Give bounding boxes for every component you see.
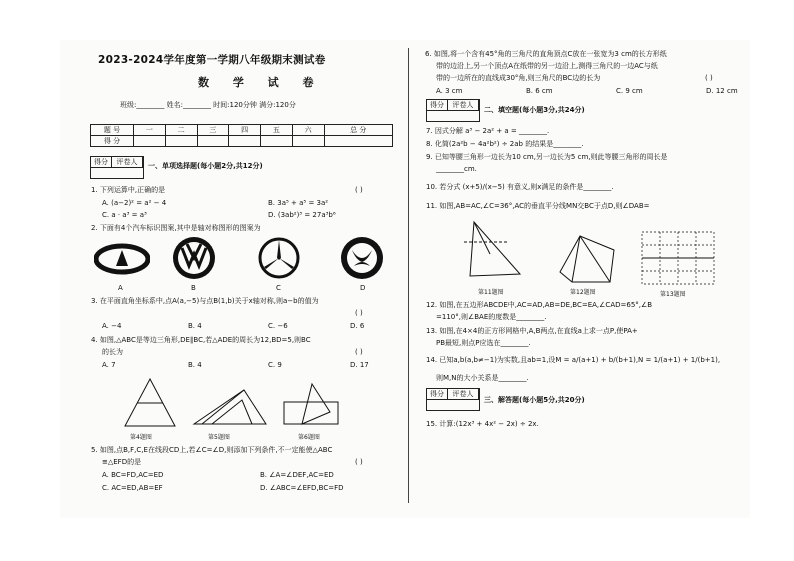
- score-cell: 五: [261, 125, 293, 136]
- figure-caption-4: 第4题图: [130, 434, 152, 441]
- q3-text: 3. 在平面直角坐标系中,点A(a,−5)与点B(1,b)关于x轴对称,则a−b的值为: [91, 297, 319, 305]
- q5-option-c: C. AC=ED,AB=EF: [102, 484, 163, 492]
- grader-box-1: [90, 156, 144, 179]
- figure-q13-grid: [640, 230, 716, 288]
- column-divider: [408, 48, 409, 503]
- student-info-line: 班级:________ 姓名:________ 时间:120分钟 满分:120分: [120, 101, 296, 109]
- q11-text: 11. 如图,AB=AC,∠C=36°,AC的垂直平分线MN交BC于点D,则∠DAB=: [426, 202, 650, 210]
- q6-option-d: D. 12 cm: [706, 87, 738, 95]
- exam-subtitle: 数 学 试 卷: [198, 76, 324, 89]
- score-cell: 六: [292, 125, 324, 136]
- q5-option-a: A. BC=FD,AC=ED: [102, 471, 164, 479]
- q6-option-a: A. 3 cm: [436, 87, 463, 95]
- grader-box-2: [426, 99, 480, 122]
- score-input-cell[interactable]: [261, 136, 293, 147]
- q2-label-b: B: [191, 284, 196, 292]
- q2-label-a: A: [118, 284, 123, 292]
- q14-text: 14. 已知a,b(a,b≠−1)为实数,且ab=1,设M = a/(a+1) + b/(b+1),N = 1/(a+1) + 1/(b+1),: [426, 356, 721, 364]
- score-cell: 总 分: [324, 125, 393, 136]
- q13-text: 13. 如图,在4×4的正方形网格中,A,B两点,在直线a上求一点P,使PA+: [426, 327, 638, 335]
- figure-q6-ruler: [282, 382, 340, 428]
- grader-label: 得分: [427, 100, 448, 110]
- grader-label: 评卷人: [448, 100, 479, 110]
- q4-option-c: C. 9: [268, 361, 282, 369]
- car-logo-a-icon: [94, 240, 150, 276]
- score-input-cell[interactable]: [165, 136, 197, 147]
- q5-option-d: D. ∠ABC=∠EFD,BC=FD: [260, 484, 344, 492]
- q14-text-cont: 则M,N的大小关系是________.: [436, 374, 529, 382]
- section2-heading: 二、填空题(每小题3分,共24分): [484, 106, 585, 114]
- score-table: [90, 124, 393, 147]
- figure-q11-triangle: [460, 218, 526, 282]
- q4-option-b: B. 4: [188, 361, 202, 369]
- score-cell: 得 分: [91, 136, 134, 147]
- q4-text: 4. 如图,△ABC是等边三角形,DE∥BC,若△ADE的周长为12,BD=5,则BC: [91, 336, 311, 344]
- answer-blank[interactable]: ( ): [705, 74, 713, 82]
- q10-text: 10. 若分式 (x+5)/(x−5) 有意义,则x满足的条件是________.: [426, 183, 614, 191]
- q3-option-b: B. 4: [188, 322, 202, 330]
- grader-box-3: [426, 388, 480, 411]
- figure-caption-12: 第12题图: [570, 289, 596, 296]
- q6-option-b: B. 6 cm: [526, 87, 553, 95]
- q12-text-cont: =110°,则∠BAE的度数是________.: [436, 313, 547, 321]
- q2-label-d: D: [360, 284, 366, 292]
- grader-label: 得分: [91, 157, 112, 167]
- q1-option-d: D. (3ab²)³ = 27a³b⁶: [268, 211, 336, 219]
- answer-blank[interactable]: ( ): [355, 186, 363, 194]
- score-input-cell[interactable]: [197, 136, 229, 147]
- q6-option-c: C. 9 cm: [616, 87, 643, 95]
- q7-text: 7. 因式分解 a³ − 2a² + a = ________.: [426, 127, 550, 135]
- figure-q5-triangles: [192, 382, 268, 430]
- q1-option-c: C. a · a³ = a³: [102, 211, 147, 219]
- q5-text: 5. 如图,点B,F,C,E在线段CD上,若∠C=∠D,则添加下列条件,不一定能使△ABC: [91, 446, 333, 454]
- score-cell: 二: [165, 125, 197, 136]
- q1-text: 1. 下列运算中,正确的是: [91, 186, 166, 194]
- q2-label-c: C: [276, 284, 281, 292]
- q12-text: 12. 如图,在五边形ABCDE中,AC=AD,AB=DE,BC=EA,∠CAD=65°,∠B: [426, 301, 653, 309]
- exam-title: 2023-2024学年度第一学期八年级期末测试卷: [98, 54, 326, 66]
- figure-caption-11: 第11题图: [478, 289, 504, 296]
- q1-option-a: A. (a−2)² = a² − 4: [102, 199, 167, 207]
- q3-option-a: A. −4: [102, 322, 122, 330]
- score-cell: 四: [229, 125, 261, 136]
- figure-caption-5: 第5题图: [208, 434, 230, 441]
- section1-heading: 一、单项选择题(每小题2分,共12分): [148, 162, 263, 170]
- q1-option-b: B. 3a⁵ + a⁵ = 3a²: [268, 199, 329, 207]
- q5-option-b: B. ∠A=∠DEF,AC=ED: [260, 471, 334, 479]
- q3-option-c: C. −6: [268, 322, 288, 330]
- q6-text-cont: 带的边沿上,另一个顶点A在纸带的另一边沿上,测得三角尺的一边AC与纸: [436, 62, 658, 70]
- car-logo-c-icon: [258, 237, 300, 279]
- q5-text-cont: ≌△EFD的是: [102, 458, 142, 466]
- section3-heading: 三、解答题(每小题5分,共20分): [484, 396, 585, 404]
- q3-option-d: D. 6: [350, 322, 365, 330]
- answer-blank[interactable]: ( ): [355, 348, 363, 356]
- answer-blank[interactable]: ( ): [355, 309, 363, 317]
- q6-text-cont2: 带的一边所在的直线成30°角,则三角尺的BC边的长为: [436, 74, 601, 82]
- figure-q12-pentagon: [552, 232, 620, 284]
- figure-caption-6: 第6题图: [298, 434, 320, 441]
- car-logo-b-icon: [172, 236, 216, 280]
- q15-text: 15. 计算:(12x³ + 4x² − 2x) ÷ 2x.: [426, 420, 539, 428]
- score-cell: 三: [197, 125, 229, 136]
- q8-text: 8. 化简(2a²b − 4a²b²) ÷ 2ab 的结果是________.: [426, 140, 584, 148]
- q6-text: 6. 如图,将一个含有45°角的三角尺的直角顶点C放在一张宽为3 cm的长方形纸: [425, 50, 667, 58]
- q4-text-cont: 的长为: [102, 348, 123, 356]
- grader-label: 得分: [427, 389, 448, 399]
- q9-text-cont: ________cm.: [436, 165, 477, 173]
- q4-option-d: D. 17: [350, 361, 369, 369]
- score-cell: 题 号: [91, 125, 134, 136]
- q2-text: 2. 下面有4个汽车标识图案,其中是轴对称图形的图案为: [91, 224, 261, 232]
- score-input-cell[interactable]: [324, 136, 393, 147]
- q4-option-a: A. 7: [102, 361, 116, 369]
- score-input-cell[interactable]: [229, 136, 261, 147]
- answer-blank[interactable]: ( ): [355, 458, 363, 466]
- figure-q4-triangle: [120, 376, 180, 431]
- q9-text: 9. 已知等腰三角形一边长为10 cm,另一边长为5 cm,则此等腰三角形的周长是: [426, 153, 668, 161]
- grader-label: 评卷人: [112, 157, 143, 167]
- score-table-header-row: [91, 125, 393, 136]
- car-logo-d-icon: [340, 236, 384, 280]
- score-input-cell[interactable]: [292, 136, 324, 147]
- score-table-score-row: [91, 136, 393, 147]
- q13-text-cont: PB最短,则点P应选在________.: [436, 339, 531, 347]
- score-cell: 一: [134, 125, 166, 136]
- score-input-cell[interactable]: [134, 136, 166, 147]
- figure-caption-13: 第13题图: [660, 291, 686, 298]
- grader-label: 评卷人: [448, 389, 479, 399]
